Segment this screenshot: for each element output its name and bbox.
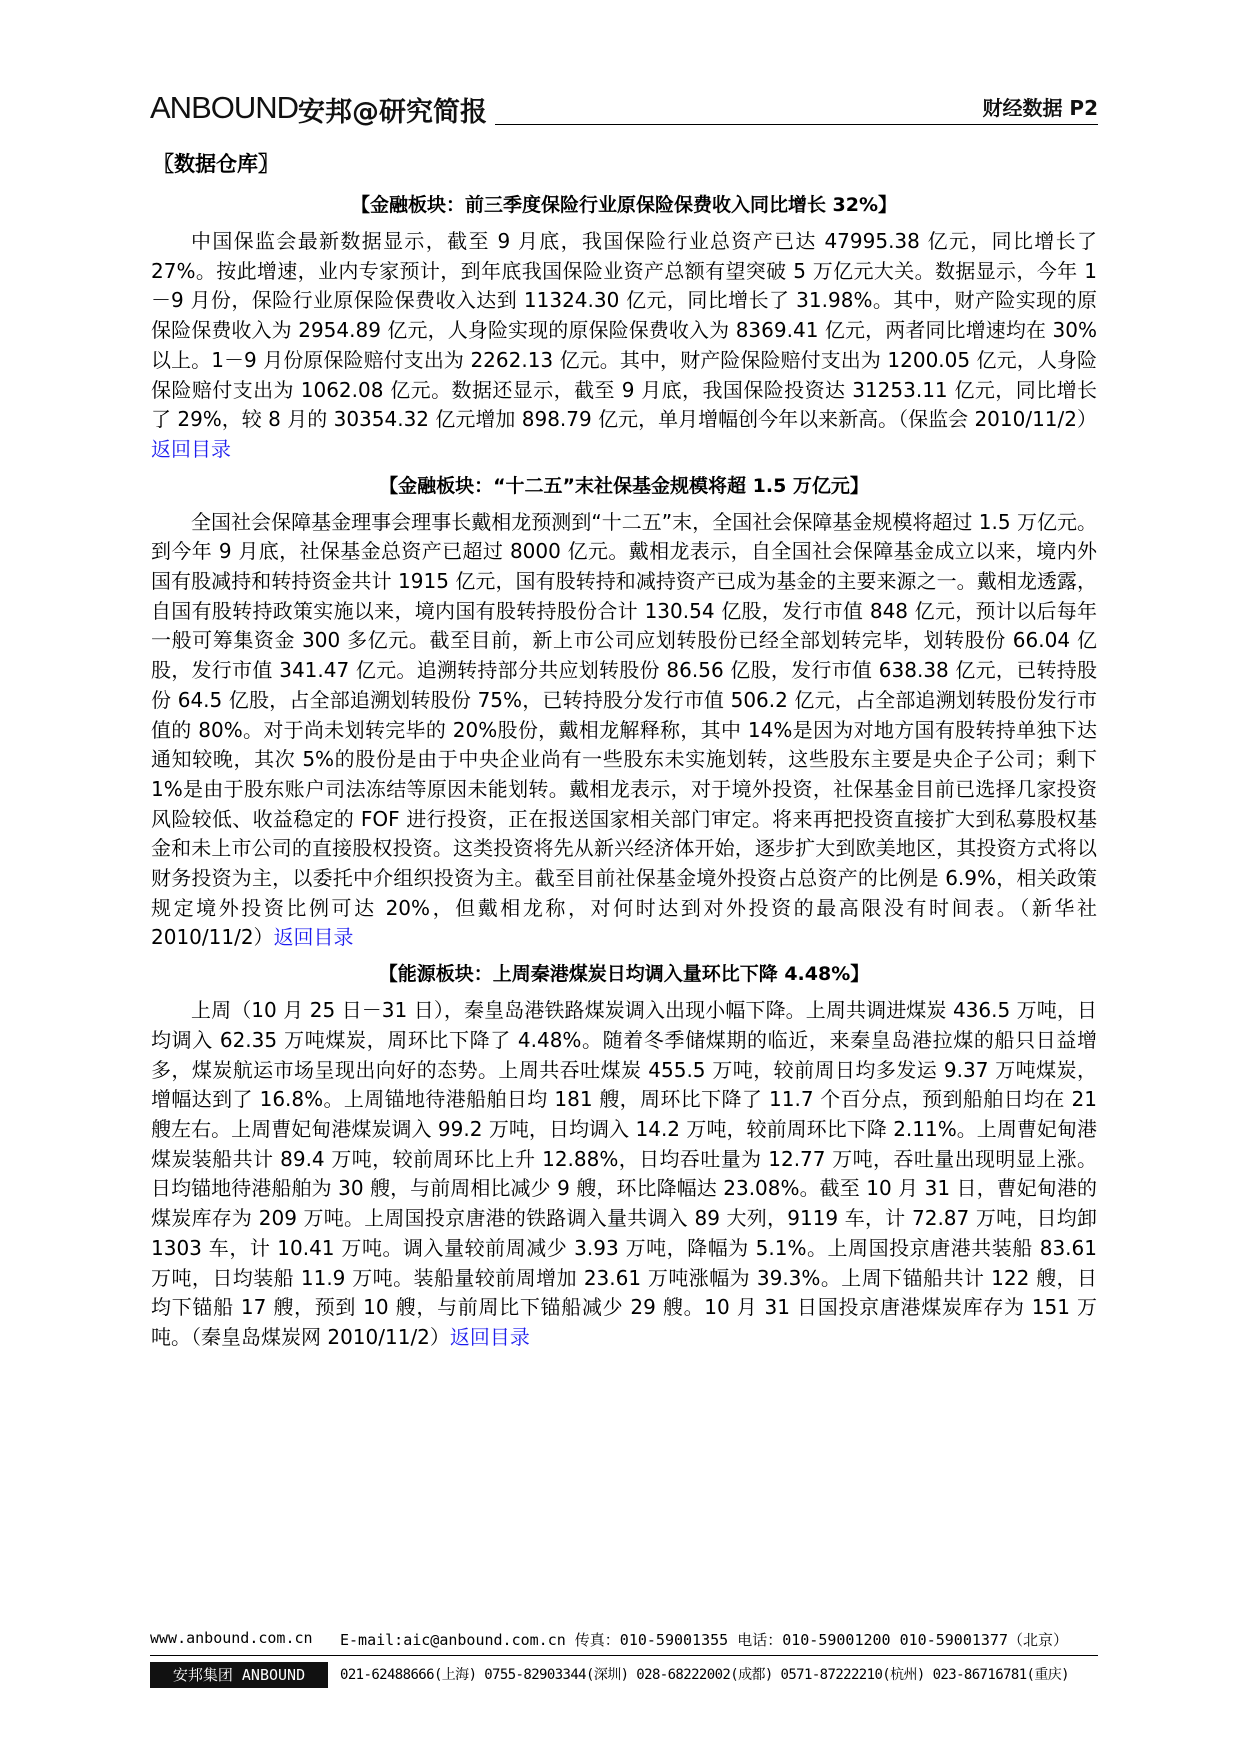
article-insurance	[151, 192, 1097, 465]
back-to-toc-link[interactable]: 返回目录	[449, 1324, 530, 1349]
article-text: 中国保监会最新数据显示，截至 9 月底，我国保险行业总资产已达 47995.38 亿元，同比增长了 27%。按此增速，业内专家预计，到年底我国保险业资产总额有望突破 5 万亿元大关。数据显示，今年 1－9 月份，保险行业原保险保费收入达到 11324.30 亿元，同比增长了 31.98%。其中，财产险实现的原保险保费收入为 2954.89 亿元，人身险实现的原保险保费收入为 8369.41 亿元，两者同比增速均在 30%以上。1－9 月份原保险赔付支出为 2262.13 亿元。其中，财产险保险赔付支出为 1200.05 亿元，人身险保险赔付支出为 1062.08 亿元。数据还显示，截至 9 月底，我国保险投资达 31253.11 亿元，同比增长了 29%，较 8 月的 30354.32 亿元增加 898.79 亿元，单月增幅创今年以来新高。（保监会 2010/11/2）	[151, 229, 1097, 432]
footer-phones: 021-62488666(上海) 0755-82903344(深圳) 028-68222002(成都) 0571-87222210(杭州) 023-86716781(重庆)	[340, 1667, 1069, 1683]
footer-group-badge: 安邦集团 ANBOUND	[150, 1662, 328, 1688]
article-heading: 【能源板块：上周秦港煤炭日均调入量环比下降 4.48%】	[378, 963, 870, 986]
newsletter-title: 安邦@研究简报	[298, 97, 487, 128]
page-header	[150, 86, 1098, 126]
footer-contact: E-mail:aic@anbound.com.cn 传真：010-59001355 电话：010-59001200 010-59001377（北京）	[340, 1631, 1068, 1649]
brand-logo: ANBOUND	[150, 90, 299, 125]
back-to-toc-link[interactable]: 返回目录	[273, 925, 354, 950]
article-text: 全国社会保障基金理事会理事长戴相龙预测到“十二五”末，全国社会保障基金规模将超过 1.5 万亿元。到今年 9 月底，社保基金总资产已超过 8000 亿元。戴相龙表示，自全国社会保障基金成立以来，境内外国有股减持和转持资金共计 1915 亿元，国有股转持和减持资产已成为基金的主要来源之一。戴相龙透露，自国有股转持政策实施以来，境内国有股转持股份合计 130.54 亿股，发行市值 848 亿元，预计以后每年一般可筹集资金 300 多亿元。截至目前，新上市公司应划转股份已经全部划转完毕，划转股份 66.04 亿股，发行市值 341.47 亿元。追溯转持部分共应划转股份 86.56 亿股，发行市值 638.38 亿元，已转持股份 64.5 亿股，占全部追溯划转股份 75%，已转持股分发行市值 506.2 亿元，占全部追溯划转股份发行市值的 80%。对于尚未划转完毕的 20%股份，戴相龙解释称，其中 14%是因为对地方国有股转持单独下达通知较晚，其次 5%的股份是由于中央企业尚有一些股东未实施划转，这些股东主要是央企子公司；剩下 1%是由于股东账户司法冻结等原因未能划转。戴相龙表示，对于境外投资，社保基金目前已选择几家投资风险较低、收益稳定的 FOF 进行投资，正在报送国家相关部门审定。将来再把投资直接扩大到私募股权基金和未上市公司的直接股权投资。这类投资将先从新兴经济体开始，逐步扩大到欧美地区，其投资方式将以财务投资为主，以委托中介组织投资为主。截至目前社保基金境外投资占总资产的比例是 6.9%，相关政策规定境外投资比例可达 20%，但戴相龙称，对何时达到对外投资的最高限没有时间表。（新华社 2010/11/2）	[151, 509, 1097, 950]
article-body	[151, 508, 1097, 954]
article-body	[151, 996, 1097, 1352]
page-label: 财经数据 P2	[982, 96, 1098, 120]
back-to-toc-link[interactable]: 返回目录	[151, 436, 231, 461]
section-title: 〖数据仓库〗	[153, 152, 279, 176]
page-footer	[150, 1629, 1098, 1684]
article-text: 上周（10 月 25 日－31 日），秦皇岛港铁路煤炭调入出现小幅下降。上周共调进煤炭 436.5 万吨，日均调入 62.35 万吨煤炭，周环比下降了 4.48%。随着冬季储煤期的临近，来秦皇岛港拉煤的船只日益增多，煤炭航运市场呈现出向好的态势。上周共吞吐煤炭 455.5 万吨，较前周日均多发运 9.37 万吨煤炭，增幅达到了 16.8%。上周锚地待港船舶日均 181 艘，周环比下降了 11.7 个百分点，预到船舶日均在 21 艘左右。上周曹妃甸港煤炭调入 99.2 万吨，日均调入 14.2 万吨，较前周环比下降 2.11%。上周曹妃甸港煤炭装船共计 89.4 万吨，较前周环比上升 12.88%，日均吞吐量为 12.77 万吨，吞吐量出现明显上涨。日均锚地待港船舶为 30 艘，与前周相比减少 9 艘，环比降幅达 23.08%。截至 10 月 31 日，曹妃甸港的煤炭库存为 209 万吨。上周国投京唐港的铁路调入量共调入 89 大列，9119 车，计 72.87 万吨，日均卸 1303 车，计 10.41 万吨。调入量较前周减少 3.93 万吨，降幅为 5.1%。上周国投京唐港共装船 83.61 万吨，日均装船 11.9 万吨。装船量较前周增加 23.61 万吨涨幅为 39.3%。上周下锚船共计 122 艘，日均下锚船 17 艘，预到 10 艘，与前周比下锚船减少 29 艘。10 月 31 日国投京唐港煤炭库存为 151 万吨。（秦皇岛煤炭网 2010/11/2）	[151, 998, 1097, 1349]
article-heading: 【金融板块：“十二五”末社保基金规模将超 1.5 万亿元】	[379, 474, 869, 497]
article-heading: 【金融板块：前三季度保险行业原保险保费收入同比增长 32%】	[350, 194, 898, 216]
article-coal	[151, 961, 1097, 1352]
footer-divider	[150, 1655, 1098, 1656]
article-body	[151, 227, 1097, 465]
header-divider	[495, 124, 1098, 125]
footer-website: www.anbound.com.cn	[150, 1629, 313, 1647]
article-social-security	[151, 473, 1097, 954]
main-content	[151, 148, 1097, 1361]
